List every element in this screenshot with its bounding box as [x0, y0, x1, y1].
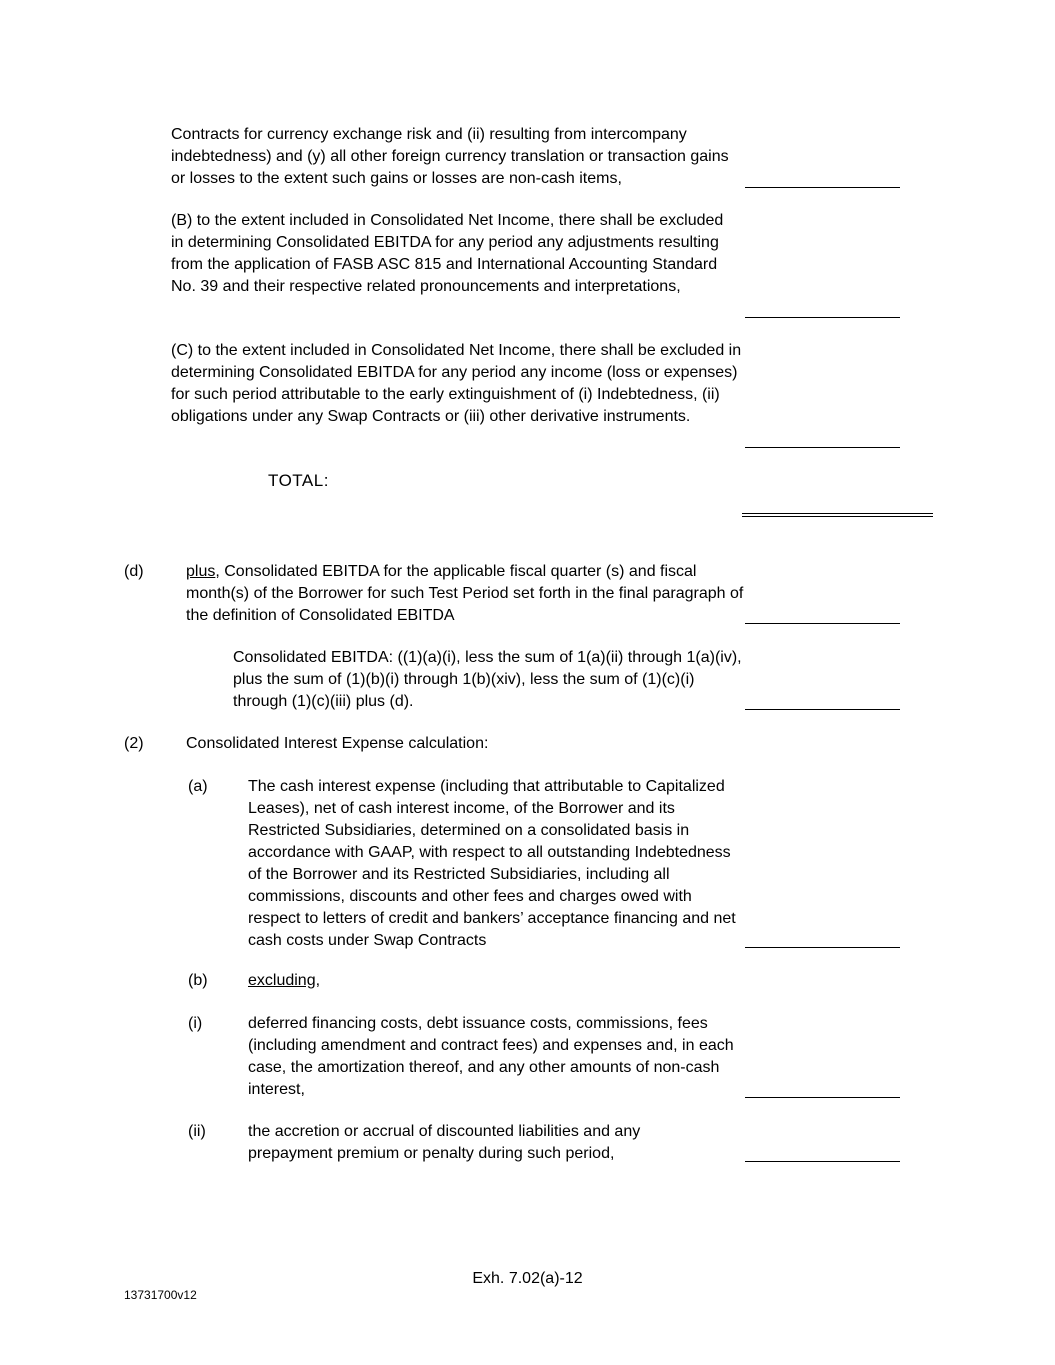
amount-blank-line	[745, 623, 900, 624]
item-2b-text	[248, 970, 320, 992]
item-2a-paragraph: The cash interest expense (including that attributable to Capitalized Leases), net of cash interest income, of the Borrower and its Restricted Subsidiaries, determined on a consolidated basis in accordance with GAAP, with respect to all outstanding Indebtedness of the Borrower and its Restricted Subsidiaries, including all commissions, discounts and other fees and charges owed with respect to letters of credit and bankers’ acceptance financing and net cash costs under Swap Contracts	[248, 778, 736, 949]
amount-blank-line	[745, 1161, 900, 1162]
amount-blank-line	[745, 447, 900, 448]
item-2b-excluding: excluding	[248, 972, 316, 989]
item-2b-i-label: (i)	[188, 1015, 203, 1032]
total-label: TOTAL:	[268, 471, 329, 490]
item-2b-suffix: ,	[315, 972, 321, 989]
item-2b-ii-label: (ii)	[188, 1123, 206, 1140]
section-2-label: (2)	[124, 735, 144, 752]
item-2a-label: (a)	[188, 778, 208, 795]
page-number: Exh. 7.02(a)-12	[472, 1270, 583, 1287]
section-2-title: Consolidated Interest Expense calculation:	[186, 735, 489, 752]
amount-blank-line	[745, 187, 900, 188]
item-d-paragraph	[186, 561, 746, 627]
ebitda-formula: Consolidated EBITDA: ((1)(a)(i), less the sum of 1(a)(ii) through 1(a)(iv), plus the sum of (1)(b)(i) through 1(b)(xiv), less the sum of (1)(c)(i) through (1)(c)(iii) plus (d).	[233, 649, 742, 710]
item-2b-label: (b)	[188, 972, 208, 989]
clause-c-paragraph: (C) to the extent included in Consolidated Net Income, there shall be excluded in determining Consolidated EBITDA for any period any income (loss or expenses) for such period attributable to the early extinguishment of (i) Indebtedness, (ii) obligations under any Swap Contracts or (iii) other derivative instruments.	[171, 342, 742, 425]
item-d-label: (d)	[124, 563, 144, 580]
item-d-plus: plus	[186, 563, 216, 580]
total-double-underline	[742, 513, 933, 517]
continuation-paragraph: Contracts for currency exchange risk and (ii) resulting from intercompany indebtedness) and (y) all other foreign currency translation or transaction gains or losses to the extent such gains or losses are non-cash items,	[171, 126, 729, 187]
document-id: 13731700v12	[124, 1288, 197, 1302]
item-d-text: , Consolidated EBITDA for the applicable fiscal quarter (s) and fiscal month(s) of the Borrower for such Test Period set forth in the final paragraph of the definition of Consolidated EBITDA	[186, 563, 744, 624]
amount-blank-line	[745, 947, 900, 948]
amount-blank-line	[745, 709, 900, 710]
amount-blank-line	[745, 1097, 900, 1098]
amount-blank-line	[745, 317, 900, 318]
clause-b-paragraph: (B) to the extent included in Consolidated Net Income, there shall be excluded in determining Consolidated EBITDA for any period any adjustments resulting from the application of FASB ASC 815 and International Accounting Standard No. 39 and their respective related pronouncements and interpretations,	[171, 212, 724, 295]
item-2b-i-paragraph: deferred financing costs, debt issuance costs, commissions, fees (including amendment and contract fees) and expenses and, in each case, the amortization thereof, and any other amounts of non-cash interest,	[248, 1015, 734, 1098]
item-2b-ii-paragraph: the accretion or accrual of discounted liabilities and any prepayment premium or penalty during such period,	[248, 1123, 641, 1162]
